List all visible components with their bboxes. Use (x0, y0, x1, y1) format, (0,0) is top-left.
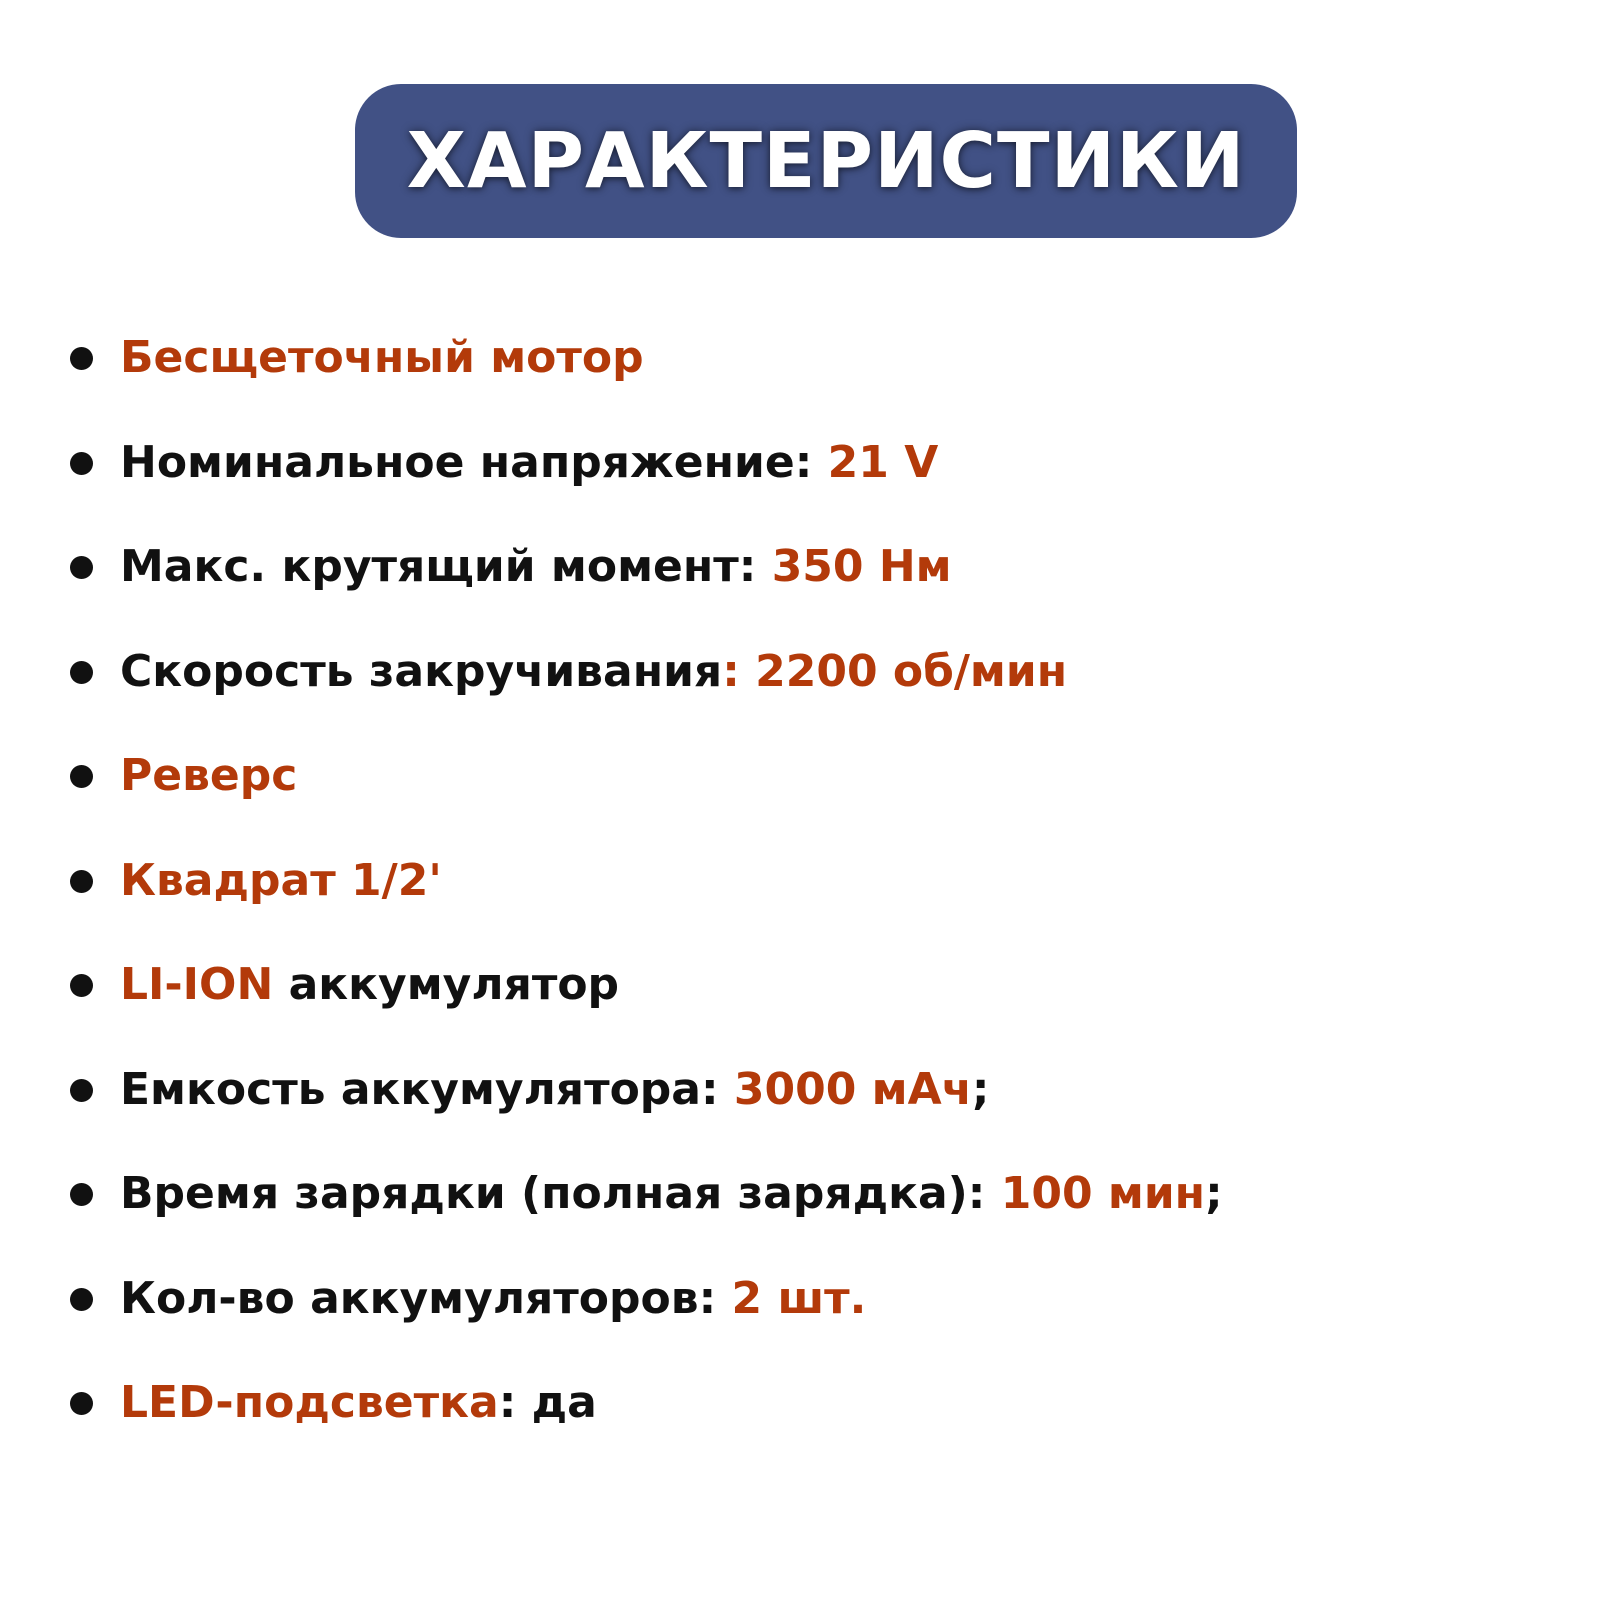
spec-item (70, 846, 442, 916)
spec-value: 2 шт. (731, 1273, 867, 1324)
spec-item (70, 1159, 1223, 1229)
bullet-dot-icon (70, 661, 93, 684)
spec-item (70, 950, 619, 1020)
spec-label: Скорость закручивания (120, 646, 723, 697)
spec-label: : да (498, 1377, 597, 1428)
spec-text (120, 332, 644, 383)
spec-label: ; (971, 1064, 990, 1115)
spec-item (70, 1368, 597, 1438)
bullet-dot-icon (70, 974, 93, 997)
spec-value: 100 мин (1000, 1168, 1206, 1219)
spec-text (120, 541, 952, 592)
bullet-dot-icon (70, 870, 93, 893)
spec-item (70, 637, 1067, 707)
bullet-dot-icon (70, 1288, 93, 1311)
spec-item (70, 741, 297, 811)
spec-value: : 2200 об/мин (722, 646, 1068, 697)
spec-item (70, 532, 952, 602)
bullet-dot-icon (70, 1392, 93, 1415)
spec-text (120, 750, 298, 801)
spec-label: Макс. крутящий момент: (120, 541, 772, 592)
bullet-dot-icon (70, 1183, 93, 1206)
spec-value: 21 V (827, 437, 939, 488)
spec-label: Номинальное напряжение: (120, 437, 828, 488)
spec-item (70, 1055, 990, 1125)
spec-value: 3000 мАч (733, 1064, 972, 1115)
spec-label: Кол-во аккумуляторов: (120, 1273, 732, 1324)
spec-text (120, 1064, 990, 1115)
page-title: ХАРАКТЕРИСТИКИ (406, 116, 1246, 206)
spec-value: Бесщеточный мотор (120, 332, 644, 383)
spec-value: Реверс (120, 750, 298, 801)
spec-text (120, 1377, 597, 1428)
spec-item (70, 428, 938, 498)
spec-text (120, 437, 939, 488)
spec-label: ; (1205, 1168, 1223, 1219)
spec-label: аккумулятор (273, 959, 620, 1010)
bullet-dot-icon (70, 452, 93, 475)
spec-text (120, 646, 1068, 697)
spec-item (70, 323, 644, 393)
spec-text (120, 1273, 867, 1324)
bullet-dot-icon (70, 765, 93, 788)
spec-value: Квадрат 1/2' (120, 855, 442, 906)
bullet-dot-icon (70, 1079, 93, 1102)
spec-item (70, 1264, 866, 1334)
spec-label: Время зарядки (полная зарядка): (120, 1168, 1001, 1219)
spec-value: LED-подсветка (120, 1377, 499, 1428)
bullet-dot-icon (70, 347, 93, 370)
spec-value: 350 Нм (771, 541, 952, 592)
spec-label: Емкость аккумулятора: (120, 1064, 734, 1115)
spec-text (120, 959, 620, 1010)
spec-text (120, 855, 442, 906)
spec-text (120, 1168, 1223, 1219)
spec-value: LI-ION (120, 959, 274, 1010)
bullet-dot-icon (70, 556, 93, 579)
